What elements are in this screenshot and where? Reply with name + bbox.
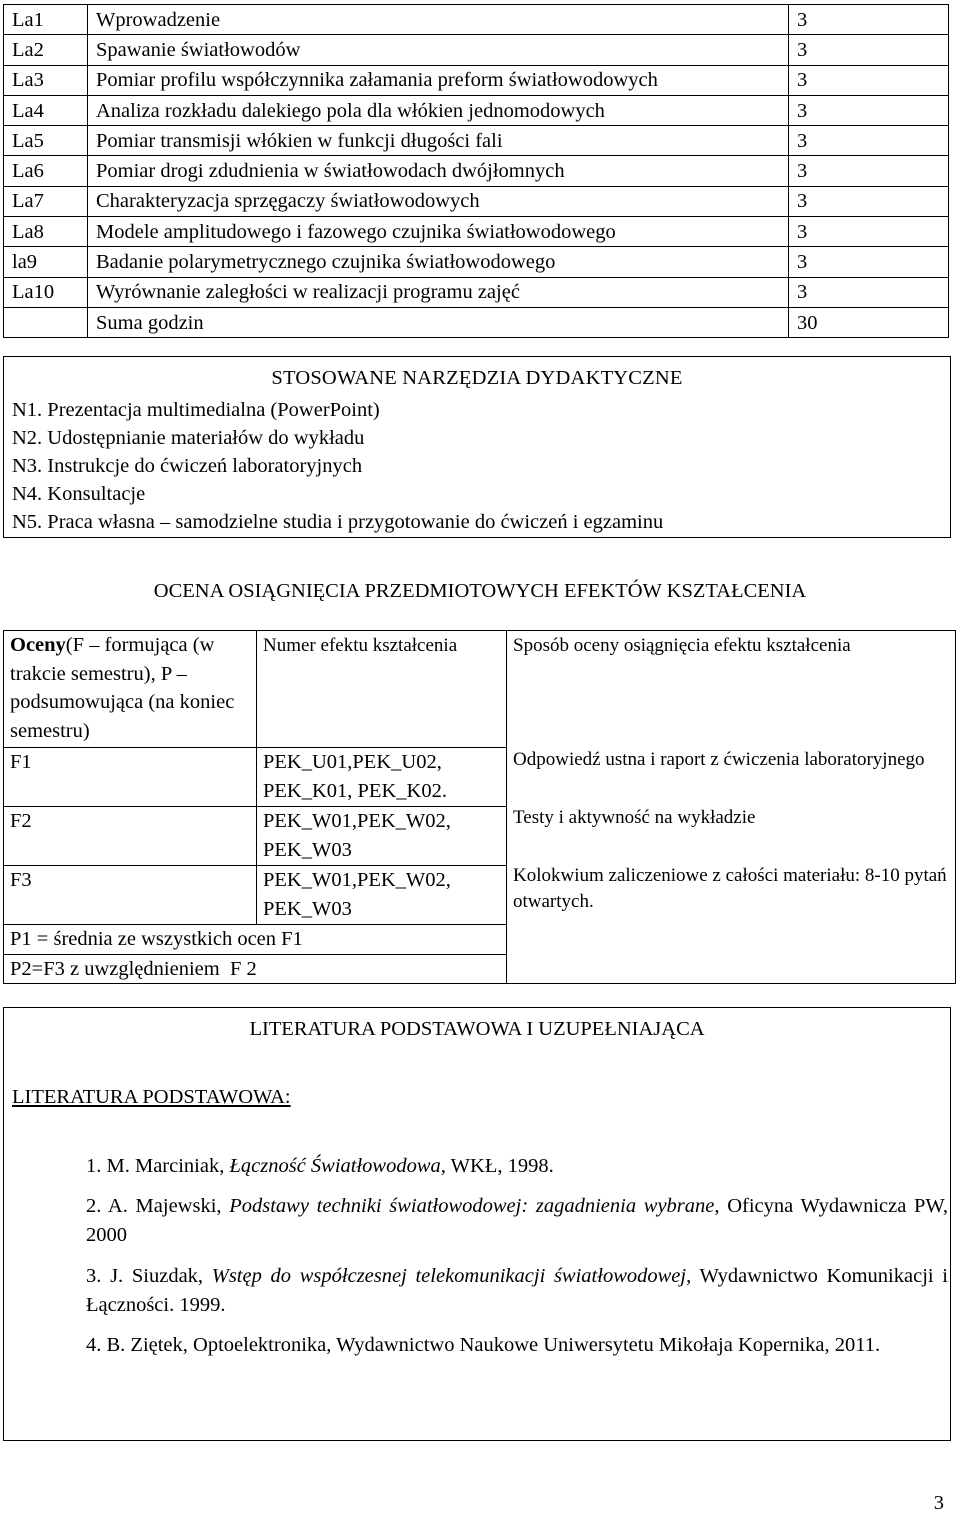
grade-f3: F3 xyxy=(4,866,257,925)
lab-code: La6 xyxy=(4,156,88,186)
p1-rule: P1 = średnia ze wszystkich ocen F1 xyxy=(4,925,507,955)
lit-author: 3. J. Siuzdak, xyxy=(86,1265,212,1287)
lab-hours: 3 xyxy=(789,186,949,216)
lab-topic: Wyrównanie zaległości w realizacji programu zajęć xyxy=(88,277,789,307)
lab-topic: Pomiar profilu współczynnika załamania preform światłowodowych xyxy=(88,65,789,95)
effect-line: PEK_W01,PEK_W02, xyxy=(263,869,451,891)
p2-rule: P2=F3 z uwzględnieniem F 2 xyxy=(4,954,507,984)
lab-hours: 3 xyxy=(789,65,949,95)
table-row xyxy=(4,277,949,307)
lab-hours: 3 xyxy=(789,5,949,35)
method-f3: Kolokwium zaliczeniowe z całości materiału: 8-10 pytań otwartych. xyxy=(513,865,947,912)
lab-topic: Pomiar transmisji włókien w funkcji długości fali xyxy=(88,126,789,156)
table-row xyxy=(4,247,949,277)
table-row xyxy=(4,126,949,156)
lab-code: La8 xyxy=(4,217,88,247)
lab-code: La2 xyxy=(4,35,88,65)
lab-hours: 3 xyxy=(789,35,949,65)
grade-f2: F2 xyxy=(4,807,257,866)
total-label: Suma godzin xyxy=(88,307,789,337)
grade-header-bold: Oceny xyxy=(10,634,66,656)
table-row xyxy=(4,35,949,65)
literature-section xyxy=(3,1007,951,1441)
tool-item: N3. Instrukcje do ćwiczeń laboratoryjnych xyxy=(12,455,363,477)
lab-code: La4 xyxy=(4,95,88,125)
lab-hours: 3 xyxy=(789,126,949,156)
table-row xyxy=(4,156,949,186)
tool-item: N2. Udostępnianie materiałów do wykładu xyxy=(12,427,365,449)
effect-line: PEK_W01,PEK_W02, xyxy=(263,810,451,832)
method-column xyxy=(507,631,956,984)
table-row xyxy=(4,217,949,247)
literature-item xyxy=(86,1331,948,1360)
effect-header: Numer efektu kształcenia xyxy=(257,631,507,748)
lab-topic: Badanie polarymetrycznego czujnika światłowodowego xyxy=(88,247,789,277)
lab-code: La1 xyxy=(4,5,88,35)
lit-publisher: WKŁ, 1998. xyxy=(445,1155,554,1177)
lit-title: Łączność Światłowodowa, xyxy=(229,1155,446,1177)
grade-header xyxy=(4,631,257,748)
page-number: 3 xyxy=(933,1492,944,1514)
lab-schedule-table xyxy=(3,4,949,338)
literature-item xyxy=(86,1262,948,1320)
section-title: STOSOWANE NARZĘDZIA DYDAKTYCZNE xyxy=(271,367,683,389)
grade-f1: F1 xyxy=(4,748,257,807)
lab-code: La10 xyxy=(4,277,88,307)
table-row xyxy=(4,95,949,125)
tool-item: N4. Konsultacje xyxy=(12,483,146,505)
method-f1: Odpowiedź ustna i raport z ćwiczenia laboratoryjnego xyxy=(513,749,925,770)
tool-item: N5. Praca własna – samodzielne studia i przygotowanie do ćwiczeń i egzaminu xyxy=(12,511,664,533)
lab-topic: Analiza rozkładu dalekiego pola dla włókien jednomodowych xyxy=(88,95,789,125)
lab-hours: 3 xyxy=(789,95,949,125)
lab-topic: Wprowadzenie xyxy=(88,5,789,35)
lab-code: La3 xyxy=(4,65,88,95)
lit-author: 1. M. Marciniak, xyxy=(86,1155,230,1177)
literature-item xyxy=(86,1152,948,1181)
section-title: OCENA OSIĄGNIĘCIA PRZEDMIOTOWYCH EFEKTÓW KSZTAŁCENIA xyxy=(153,580,807,602)
lab-hours: 3 xyxy=(789,156,949,186)
effects-f3 xyxy=(257,866,507,925)
table-row xyxy=(4,186,949,216)
effects-f2 xyxy=(257,807,507,866)
effect-line: PEK_W03 xyxy=(263,898,352,920)
lit-title: Wstęp do współczesnej telekomunikacji światłowodowej xyxy=(211,1265,687,1287)
lab-hours: 3 xyxy=(789,217,949,247)
table-row xyxy=(4,5,949,35)
lab-code: La5 xyxy=(4,126,88,156)
effect-line: PEK_K01, PEK_K02. xyxy=(263,780,447,802)
literature-item xyxy=(86,1192,948,1250)
assessment-table xyxy=(3,630,956,984)
lab-topic: Spawanie światłowodów xyxy=(88,35,789,65)
lit-publisher: , Oficyna Wydawnicza PW, 2000 xyxy=(86,1195,949,1246)
method-f2: Testy i aktywność na wykładzie xyxy=(513,807,756,828)
teaching-tools-section xyxy=(3,356,951,538)
lab-code: La7 xyxy=(4,186,88,216)
effects-f1 xyxy=(257,748,507,807)
lit-author: 2. A. Majewski, xyxy=(86,1195,230,1217)
table-row xyxy=(4,65,949,95)
lab-hours: 3 xyxy=(789,247,949,277)
subsection-title: LITERATURA PODSTAWOWA: xyxy=(12,1086,291,1108)
effect-line: PEK_W03 xyxy=(263,839,352,861)
lit-title: Podstawy techniki światłowodowej: zagadnienia wybrane xyxy=(229,1195,715,1217)
section-title: LITERATURA PODSTAWOWA I UZUPEŁNIAJĄCA xyxy=(249,1018,705,1040)
lit-publisher: , Wydawnictwo Komunikacji i Łączności. 1999. xyxy=(86,1265,948,1316)
lab-hours: 3 xyxy=(789,277,949,307)
lab-topic: Charakteryzacja sprzęgaczy światłowodowych xyxy=(88,186,789,216)
grade-header-text: (F – formująca (w trakcie semestru), P – podsumowująca (na koniec semestru) xyxy=(10,634,235,742)
lab-topic: Pomiar drogi zdudnienia w światłowodach dwójłomnych xyxy=(88,156,789,186)
lit-author: 4. B. Ziętek, Optoelektronika, Wydawnictwo Naukowe Uniwersytetu Mikołaja Kopernika, 2011. xyxy=(86,1334,881,1356)
method-header: Sposób oceny osiągnięcia efektu kształcenia xyxy=(513,635,851,656)
lab-topic: Modele amplitudowego i fazowego czujnika światłowodowego xyxy=(88,217,789,247)
tool-item: N1. Prezentacja multimedialna (PowerPoint) xyxy=(12,399,380,421)
lab-code: la9 xyxy=(4,247,88,277)
total-hours: 30 xyxy=(789,307,949,337)
empty-cell xyxy=(4,307,88,337)
total-row xyxy=(4,307,949,337)
effect-line: PEK_U01,PEK_U02, xyxy=(263,751,442,773)
table-header-row xyxy=(4,631,956,748)
